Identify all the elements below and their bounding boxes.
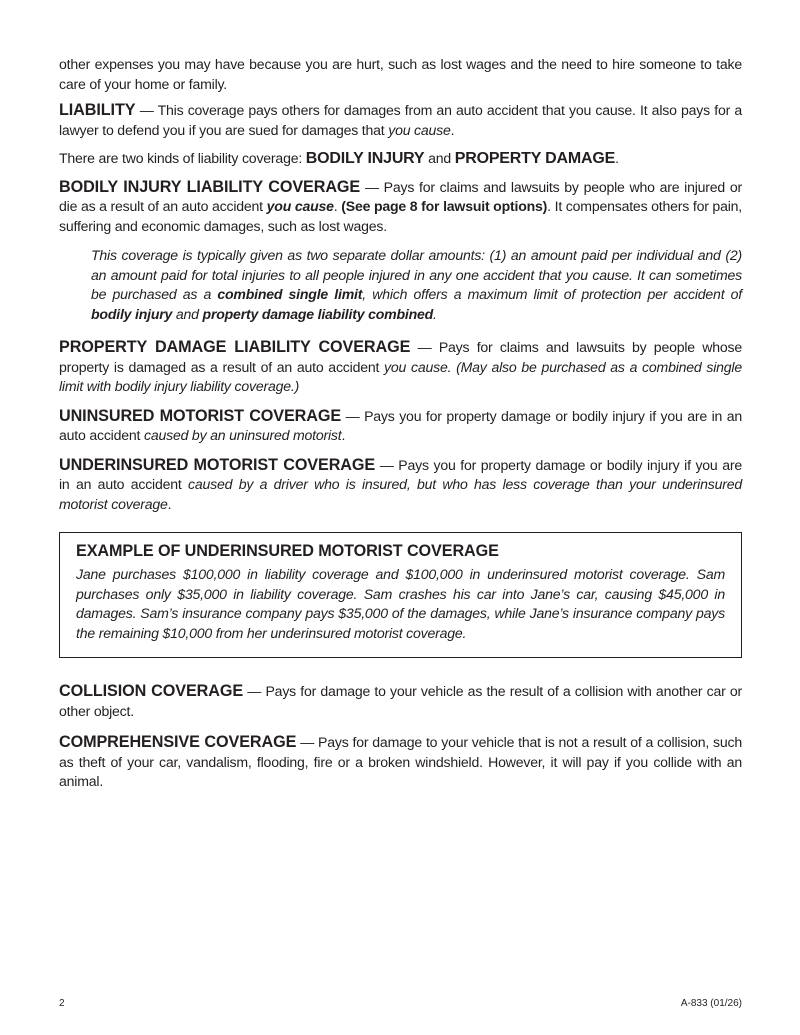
underinsured-motorist-text: Pays you for property damage or bodily injury if you are in an auto accident xyxy=(59,456,742,492)
note-text-c: and xyxy=(172,305,203,322)
property-damage-dash: — xyxy=(410,339,439,355)
liability-emphasis: you cause xyxy=(388,121,451,138)
page-number: 2 xyxy=(59,998,65,1009)
collision-dash: — xyxy=(243,683,266,699)
kinds-text-b: and xyxy=(424,150,455,166)
uninsured-motorist-text: Pays you for property damage or bodily injury if you are in an auto accident xyxy=(59,407,742,443)
comprehensive-paragraph xyxy=(59,733,742,792)
example-text: Jane purchases $100,000 in liability coverage and $100,000 in underinsured motorist coverage. Sam purchases only $35,000 in liability coverage. Sam crashes his car into Jane’s car, causing $45,000 in damages. Sam’s insurance company pays $35,000 of the damages, while Jane’s insurance company pays the remaining $10,000 from her underinsured motorist coverage. xyxy=(76,566,725,641)
document-page xyxy=(59,55,742,792)
note-text-a: This coverage is typically given as two separate dollar amounts: (1) an amount paid per individual and (2) an amount paid for total injuries to all people injured in any one accident that you cause. It can sometimes be purchased as a xyxy=(91,247,742,302)
kinds-text-c: . xyxy=(615,150,619,166)
example-box xyxy=(59,532,742,658)
uninsured-motorist-end: . xyxy=(341,427,346,443)
kind-bodily-injury: BODILY INJURY xyxy=(305,150,425,167)
comprehensive-text: Pays for damage to your vehicle that is not a result of a collision, such as theft of your car, vandalism, flooding, fire or a broken windshield. However, it will pay if you collide with an animal. xyxy=(59,734,743,789)
underinsured-motorist-paragraph xyxy=(59,456,742,515)
underinsured-motorist-emphasis: caused by a driver who is insured, but who has less coverage than your underinsured motorist coverage xyxy=(59,476,743,512)
underinsured-motorist-heading: UNDERINSURED MOTORIST COVERAGE xyxy=(59,455,376,474)
liability-dash: — xyxy=(135,102,158,118)
comprehensive-dash: — xyxy=(296,734,319,750)
uninsured-motorist-heading: UNINSURED MOTORIST COVERAGE xyxy=(59,406,342,425)
liability-end: . xyxy=(450,121,455,138)
collision-text: Pays for damage to your vehicle as the result of a collision with another car or other object. xyxy=(59,683,742,719)
form-id: A-833 (01/26) xyxy=(680,998,742,1009)
property-damage-emphasis: you cause. (May also be purchased as a combined single limit with bodily injury liability coverage.) xyxy=(59,358,743,394)
liability-paragraph xyxy=(59,101,742,140)
bodily-injury-text-c: . It compensates others for pain, suffering and economic damages, such as lost wages. xyxy=(59,198,742,234)
intro-paragraph xyxy=(59,55,742,94)
property-damage-paragraph xyxy=(59,338,742,397)
bodily-injury-note xyxy=(91,246,742,324)
note-text-d: . xyxy=(433,305,437,322)
liability-text: This coverage pays others for damages from an auto accident that you cause. It also pays for a lawyer to defend you if you are sued for damages that xyxy=(59,102,742,138)
uninsured-motorist-dash: — xyxy=(341,407,365,424)
note-text-b: , which offers a maximum limit of protection per accident of xyxy=(362,286,742,302)
bodily-injury-text-a: Pays for claims and lawsuits by people who are injured or die as a result of an auto accident xyxy=(59,178,743,214)
kinds-text-a: There are two kinds of liability coverage: xyxy=(59,150,306,166)
bodily-injury-dash: — xyxy=(360,178,384,195)
collision-heading: COLLISION COVERAGE xyxy=(59,682,244,700)
comprehensive-heading: COMPREHENSIVE COVERAGE xyxy=(59,733,297,751)
intro-text: other expenses you may have because you are hurt, such as lost wages and the need to hire someone to take care of your home or family. xyxy=(59,56,742,92)
bodily-injury-paragraph xyxy=(59,178,742,237)
bodily-injury-text-b: . xyxy=(333,198,342,214)
note-property-damage-combined: property damage liability combined xyxy=(202,305,434,322)
bodily-injury-heading: BODILY INJURY LIABILITY COVERAGE xyxy=(59,177,361,196)
uninsured-motorist-emphasis: caused by an uninsured motorist xyxy=(143,427,342,443)
uninsured-motorist-paragraph xyxy=(59,407,742,446)
liability-kinds-paragraph xyxy=(59,149,742,169)
note-bodily-injury: bodily injury xyxy=(91,305,173,322)
kind-property-damage: PROPERTY DAMAGE xyxy=(454,150,616,167)
lawsuit-options-note: (See page 8 for lawsuit options) xyxy=(341,198,548,214)
underinsured-motorist-dash: — xyxy=(375,456,399,473)
note-combined-single-limit: combined single limit xyxy=(217,286,363,302)
property-damage-heading: PROPERTY DAMAGE LIABILITY COVERAGE xyxy=(59,338,411,356)
collision-paragraph xyxy=(59,682,742,721)
bodily-injury-emphasis: you cause xyxy=(266,198,334,214)
property-damage-text: Pays for claims and lawsuits by people whose property is damaged as a result of an auto accident xyxy=(59,339,742,375)
underinsured-motorist-end: . xyxy=(167,495,172,512)
liability-heading: LIABILITY xyxy=(59,101,136,119)
example-title: EXAMPLE OF UNDERINSURED MOTORIST COVERAGE xyxy=(76,542,499,560)
